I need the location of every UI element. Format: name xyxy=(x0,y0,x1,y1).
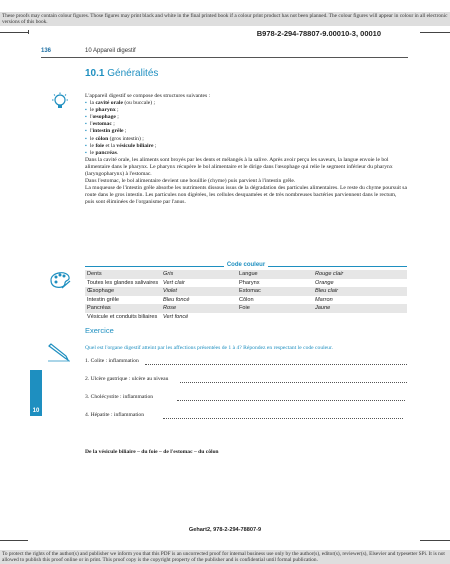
answer-line xyxy=(85,376,407,382)
crop-mark xyxy=(0,540,28,541)
color-table xyxy=(85,270,407,321)
lightbulb-icon xyxy=(50,92,70,112)
palette-icon xyxy=(48,268,72,290)
isbn-footer: Gehart2, 978-2-294-78807-9 xyxy=(188,527,262,533)
list-item: ▪ l'estomac ; xyxy=(85,121,407,128)
table-row xyxy=(85,279,407,288)
organ-cell: Pharynx xyxy=(237,279,313,288)
intro-text xyxy=(85,93,407,207)
organ-cell xyxy=(237,313,313,322)
organ-cell: Estomac xyxy=(237,287,313,296)
table-title: Code couleur xyxy=(224,262,268,268)
answer-line xyxy=(85,412,407,418)
chapter-side-tab: 10 xyxy=(30,370,42,416)
list-item: ▪ la cavité orale (ou buccale) ; xyxy=(85,100,407,107)
color-cell: Vert clair xyxy=(161,279,237,288)
proof-notice-bottom: To protect the rights of the author(s) and publisher we inform you that this PDF is an uncorrected proof for internal business use only by the author(s), editor(s), reviewer(s), Elsevier and typesetter SPi. It is not allowed to publish this proof online or in print. This proof copy is the copyright property of the publisher and is confidential until formal publication. xyxy=(0,550,450,564)
color-cell: Marron xyxy=(313,296,407,305)
list-item: ▪ le côlon (gros intestin) ; xyxy=(85,136,407,143)
answer-blank[interactable] xyxy=(180,377,407,383)
color-cell: Rose xyxy=(161,304,237,313)
section-heading: Généralités xyxy=(107,68,159,79)
organ-cell: Vésicule et conduits biliaires xyxy=(85,313,161,322)
list-item: ▪ le foie et la vésicule biliaire ; xyxy=(85,143,407,150)
exercise-question: Quel est l'organe digestif atteint par les affections présentées de 1 à 4? Répondez en respectant le code couleur. xyxy=(85,345,333,351)
organ-cell: Œsophage xyxy=(85,287,161,296)
color-cell: Gris xyxy=(161,270,237,279)
table-row xyxy=(85,304,407,313)
organ-cell: Langue xyxy=(237,270,313,279)
running-header: 10 Appareil digestif xyxy=(85,48,136,54)
organ-cell: Dents xyxy=(85,270,161,279)
answer-label: 3. Cholécystite : inflammation xyxy=(85,394,154,400)
color-code-table xyxy=(85,262,407,321)
section-number: 10.1 xyxy=(85,68,105,79)
organ-cell: Côlon xyxy=(237,296,313,305)
color-cell: Jaune xyxy=(313,304,407,313)
page-number: 136 xyxy=(41,48,52,54)
list-item: ▪ le pharynx ; xyxy=(85,107,407,114)
color-cell: Orange xyxy=(313,279,407,288)
pencil-icon xyxy=(46,342,72,362)
structure-list xyxy=(85,100,407,157)
color-cell: Bleu foncé xyxy=(161,296,237,305)
answer-label: 2. Ulcère gastrique : ulcère au niveau xyxy=(85,376,169,382)
proof-notice-top: These proofs may contain colour figures. Those figures may print black and white in the final printed book if a colour print product has not been planned. The colour figures will appear in colour in all electronic versions of this book. xyxy=(0,12,450,26)
paragraph: Dans la cavité orale, les aliments sont broyés par les dents et mélangés à la salive. Après avoir perçu les saveurs, la langue envoie le bol alimentaire dans le pharynx. Le pharynx récupère le bol alimentaire et le dirige dans l'œsophage qui relie le segment inférieur du pharynx (laryngopharynx) à l'estomac. xyxy=(85,156,393,178)
section-title xyxy=(85,68,158,79)
organ-cell: Intestin grêle xyxy=(85,296,161,305)
isbn-header: B978-2-294-78807-9.00010-3, 00010 xyxy=(256,29,381,38)
exercise-title: Exercice xyxy=(85,326,114,335)
answer-line xyxy=(85,394,407,400)
organ-cell: Foie xyxy=(237,304,313,313)
list-item: ▪ le pancréas. xyxy=(85,150,407,157)
organ-cell: Pancréas xyxy=(85,304,161,313)
crop-mark xyxy=(0,32,28,33)
answer-blank[interactable] xyxy=(177,395,405,401)
color-cell: Rouge clair xyxy=(313,270,407,279)
list-item: ▪ l'œsophage ; xyxy=(85,114,407,121)
crop-mark xyxy=(28,30,29,34)
color-cell: Vert foncé xyxy=(161,313,237,322)
answer-line xyxy=(85,358,407,364)
paragraph: La muqueuse de l'intestin grêle absorbe les nutriments dissous issus de la dégradation des particules alimentaires. Le reste du chyme poursuit sa route dans le gros intestin. Les particules non digérées, les cellules desquamées et de très nombreuses bactéries parviennent dans le rectum, puis sont éliminées de l'organisme par l'anus. xyxy=(85,185,407,206)
answer-blank[interactable] xyxy=(163,413,403,419)
table-row xyxy=(85,270,407,279)
answer-label: 4. Hépatite : inflammation xyxy=(85,412,145,418)
organ-cell: Toutes les glandes salivaires xyxy=(85,279,161,288)
list-item: ▪ l'intestin grêle ; xyxy=(85,128,407,135)
color-cell: Violet xyxy=(161,287,237,296)
intro-lead: L'appareil digestif se compose des structures suivantes : xyxy=(85,93,211,99)
paragraph: Dans l'estomac, le bol alimentaire devient une bouillie (chyme) puis parvient à l'intestin grêle. xyxy=(85,178,296,185)
answer-label: 1. Colite : inflammation xyxy=(85,358,139,364)
crop-mark xyxy=(420,540,450,541)
color-cell: Bleu clair xyxy=(313,287,407,296)
table-row xyxy=(85,313,407,322)
header-rule xyxy=(41,57,408,58)
answer-hint: De la vésicule biliaire – du foie – de l'estomac – du côlon xyxy=(85,449,219,455)
table-row xyxy=(85,287,407,296)
answer-blank[interactable] xyxy=(145,359,407,365)
table-row xyxy=(85,296,407,305)
color-cell xyxy=(313,313,407,322)
